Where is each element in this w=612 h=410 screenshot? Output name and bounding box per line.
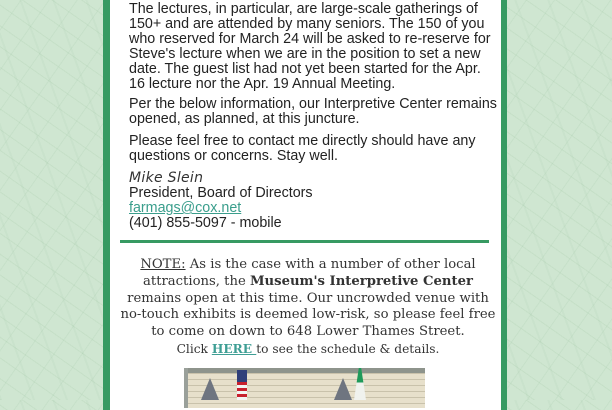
paragraph-text: The lectures, in particular, are large-scale gatherings of 150+ and are attended by many seniors. The 150 of you who reserved for March 24 will be asked to re-reserve for Steve's lecture when we are in the position to set a new date. The guest list had not yet been started for the Apr. 16 lecture nor the Apr. 19 Annual Meeting. (129, 1, 491, 92)
paragraph-lectures (129, 2, 499, 92)
paragraph-text: Per the below information, our Interpretive Center remains opened, as planned, at this juncture. (129, 96, 497, 127)
here-link[interactable]: HERE (211, 341, 257, 356)
section-divider (120, 240, 489, 243)
photo-roofline (184, 368, 425, 373)
note-label: NOTE: (140, 257, 186, 272)
flag-bracket-left (201, 378, 219, 400)
interpretive-center-photo (184, 368, 425, 408)
note-section (118, 257, 498, 359)
note-text-1: As is the case with a number of other local attractions, the (143, 257, 476, 289)
paragraph-contact (129, 134, 499, 164)
flag-bracket-right (334, 378, 352, 400)
email-link[interactable]: farmags@cox.net (129, 200, 242, 216)
email-card (103, 0, 507, 410)
note-bold-venue: Museum's Interpretive Center (249, 273, 473, 289)
paragraph-interpretive-center (129, 97, 499, 127)
click-suffix: to see the schedule & details. (256, 341, 440, 356)
note-text-2: remains open at this time. Our uncrowded venue with no-touch exhibits is deemed low-risk, so please feel free to come on down to 648 Lower Thames Street. (120, 290, 496, 340)
click-prefix: Click (176, 341, 212, 356)
signature-title: President, Board of Directors (129, 185, 313, 201)
signature-name: Mike Slein (129, 170, 204, 186)
photo-edge (184, 368, 188, 408)
signature-phone: (401) 855-5097 - mobile (129, 215, 282, 231)
paragraph-text: Please feel free to contact me directly should have any questions or concerns. Stay well. (129, 133, 476, 164)
signature-block (129, 171, 313, 231)
american-flag (237, 370, 247, 400)
